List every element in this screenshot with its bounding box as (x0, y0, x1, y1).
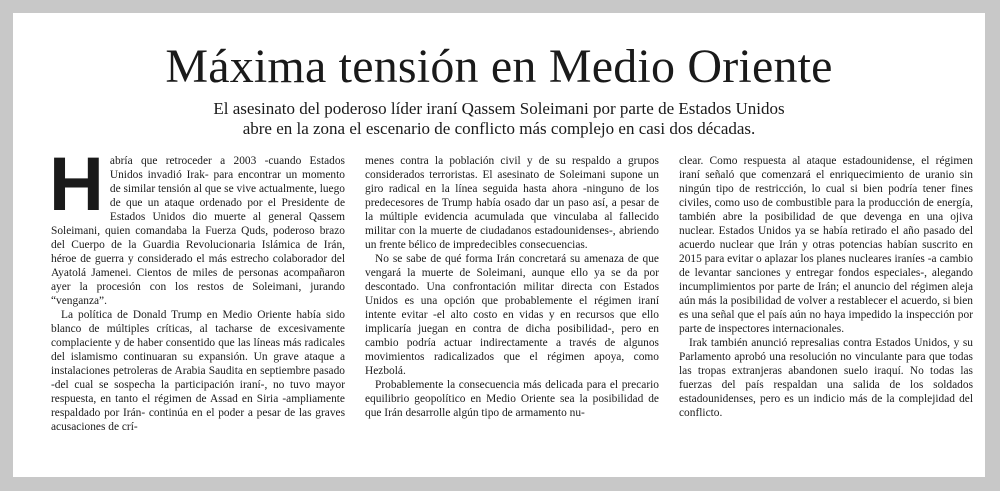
paragraph-text: abría que retroceder a 2003 -cuando Estados Unidos invadió Irak- para encontrar un momento de similar tensión al que se vive actualmente, luego de que un ataque ordenado por el Presidente de Estados Unidos dio muerte al general Qassem Soleimani, quien comandaba la Fuerza Quds, poderoso brazo del Cuerpo de la Guardia Revolucionaria Islámica de Irán, héroe de guerra y considerado el más estrecho colaborador del Ayatolá Jamenei. Cientos de miles de personas acompañaron ayer la procesión con los restos de Soleimani, jurando “venganza”. (51, 155, 345, 307)
headline: Máxima tensión en Medio Oriente (165, 40, 833, 93)
paragraph: Probablemente la consecuencia más delicada para el precario equilibrio geopolítico en Medio Oriente sea la posibilidad de que Irán desarrolle algún tipo de armamento nu- (365, 379, 659, 419)
deck (13, 99, 985, 139)
newspaper-page (13, 13, 985, 477)
paragraph: menes contra la población civil y de su respaldo a grupos considerados terroristas. El asesinato de Soleimani supone un giro radical en la línea seguida hasta ahora -ninguno de los predecesores de Trump había osado dar un paso así, a pesar de la múltiple evidencia acumulada que vinculaba al fallecido militar con la muerte de ciudadanos estadounidenses-, abriendo un frente bélico de impredecibles consecuencias. (365, 155, 659, 251)
deck-line-1: El asesinato del poderoso líder iraní Qassem Soleimani por parte de Estados Unidos (213, 99, 785, 118)
paragraph: No se sabe de qué forma Irán concretará su amenaza de que vengará la muerte de Soleimani, aunque ello ya se da por descontado. Una confrontación militar directa con Estados Unidos es una opción que probablemente el régimen iraní intente evitar -el alto costo en vidas y en recursos que ello implicaría juegan en contra de dicha posibilidad-, pero en cambio podría actuar indirectamente a través de algunos movimientos radicalizados que el régimen apoya, como Hezbolá. (365, 253, 659, 377)
column-3 (679, 154, 973, 434)
column-1 (49, 142, 345, 434)
paragraph: clear. Como respuesta al ataque estadounidense, el régimen iraní señaló que comenzará el enriquecimiento de uranio sin ningún tipo de restricción, lo cual si bien podría tener fines civiles, como uso de combustible para la producción de energía, también abre la posibilidad de que devenga en una ojiva nuclear. Estados Unidos ya se había retirado el año pasado del acuerdo nuclear que Irán y otras potencias habían suscrito en 2015 para evitar o aplazar los planes nucleares iraníes -a cambio de levantar sanciones y entregar fondos especiales-, alegando incumplimientos por parte de Irán; el anuncio del régimen aleja aún más la posibilidad de volver a restablecer el acuerdo, si bien es una señal que el país aún no haya impedido la inspección por parte de inspectores internacionales. (679, 155, 973, 335)
drop-cap: H (49, 142, 104, 227)
column-2 (365, 154, 659, 434)
deck-line-2: abre en la zona el escenario de conflicto más complejo en casi dos décadas. (242, 119, 756, 138)
paragraph: Irak también anunció represalias contra Estados Unidos, y su Parlamento aprobó una resolución no vinculante para que todas las tropas extranjeras abandonen suelo iraquí. No todas las fuerzas del país respaldan una salida de los soldados estadounidenses, pero es un indicio más de la complejidad del conflicto. (679, 337, 973, 419)
paragraph: La política de Donald Trump en Medio Oriente había sido blanco de múltiples críticas, al tacharse de excesivamente complaciente y de haber consentido que las líneas más radicales del islamismo continuaran su expansión. Un grave ataque a instalaciones petroleras de Arabia Saudita en septiembre pasado -del cual se sospecha la participación iraní-, no tuvo mayor respuesta, en tanto el régimen de Assad en Siria -ampliamente respaldado por Irán- continúa en el poder a pesar de las graves acusaciones de crí- (51, 309, 345, 433)
article-body (49, 142, 973, 434)
paragraph (49, 142, 345, 308)
